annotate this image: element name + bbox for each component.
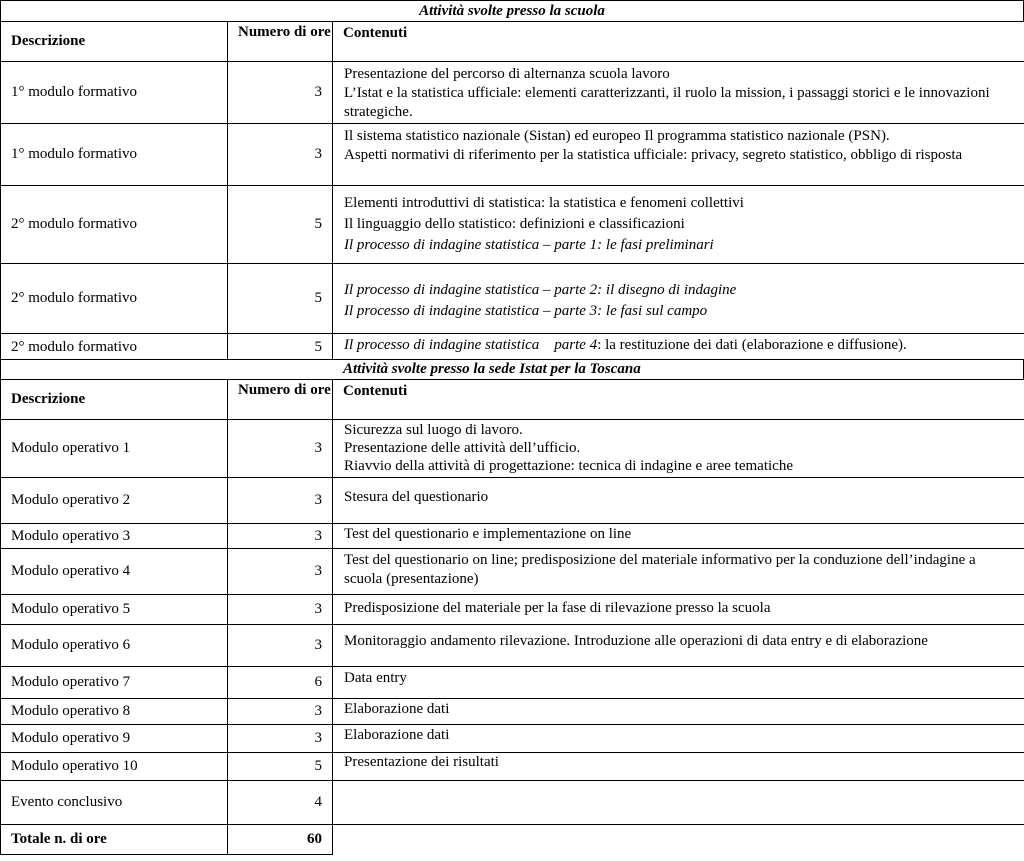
- row-description: 1° modulo formativo: [1, 62, 228, 124]
- table-row: [1, 667, 1024, 699]
- content-line: Elaborazione dati: [344, 727, 450, 743]
- table-row: [1, 334, 1024, 360]
- header-hours: Numero di ore: [228, 380, 333, 420]
- row-description: 2° modulo formativo: [1, 186, 228, 264]
- row-contents: [333, 124, 1024, 186]
- content-line: Presentazione delle attività dell’ufficio.: [344, 440, 581, 456]
- row-hours: 6: [228, 667, 333, 699]
- table-row: [1, 420, 1024, 478]
- content-line: Data entry: [344, 670, 407, 686]
- row-hours: 5: [228, 264, 333, 334]
- row-description: 1° modulo formativo: [1, 124, 228, 186]
- row-hours: 4: [228, 781, 333, 825]
- row-description: 2° modulo formativo: [1, 264, 228, 334]
- row-description: Modulo operativo 4: [1, 549, 228, 595]
- content-line: Predisposizione del materiale per la fase di rilevazione presso la scuola: [344, 600, 771, 616]
- row-contents: [333, 334, 1024, 360]
- row-contents: [333, 62, 1024, 124]
- content-line: Monitoraggio andamento rilevazione. Introduzione alle operazioni di data entry e di elaborazione: [344, 633, 928, 649]
- row-description: Modulo operativo 2: [1, 478, 228, 524]
- row-hours: 3: [228, 549, 333, 595]
- row-hours: 3: [228, 595, 333, 625]
- content-line: Test del questionario on line; predisposizione del materiale informativo per la conduzione dell’indagine a scuola (presentazione): [344, 552, 976, 587]
- row-hours: 3: [228, 625, 333, 667]
- row-contents: [333, 625, 1024, 667]
- row-hours: 3: [228, 478, 333, 524]
- table-header-row: [1, 22, 1024, 62]
- table-row: [1, 781, 1024, 825]
- school-activities-table: [0, 21, 1024, 360]
- row-description: Modulo operativo 8: [1, 699, 228, 725]
- table-header-row: [1, 380, 1024, 420]
- total-hours: 60: [228, 825, 333, 855]
- content-line: Presentazione del percorso di alternanza scuola lavoro: [344, 66, 670, 82]
- row-contents: [333, 186, 1024, 264]
- total-label: Totale n. di ore: [1, 825, 228, 855]
- row-hours: 3: [228, 725, 333, 753]
- row-contents: [333, 725, 1024, 753]
- row-description: 2° modulo formativo: [1, 334, 228, 360]
- row-description: Modulo operativo 10: [1, 753, 228, 781]
- row-description: Modulo operativo 1: [1, 420, 228, 478]
- row-hours: 5: [228, 186, 333, 264]
- section1-title: Attività svolte presso la scuola: [0, 0, 1024, 22]
- content-line: Sicurezza sul luogo di lavoro.: [344, 422, 523, 438]
- table-row: [1, 186, 1024, 264]
- content-line: Riavvio della attività di progettazione: tecnica di indagine e aree tematiche: [344, 458, 793, 474]
- content-line: Test del questionario e implementazione on line: [344, 526, 632, 542]
- content-line: Il processo di indagine statistica – parte 1: le fasi preliminari: [344, 237, 714, 253]
- table-row: [1, 549, 1024, 595]
- content-line: L’Istat e la statistica ufficiale: elementi caratterizzanti, il ruolo la mission, i passaggi storici e le innovazioni strategiche.: [344, 85, 990, 120]
- table-row: [1, 699, 1024, 725]
- row-contents: [333, 264, 1024, 334]
- header-description: Descrizione: [1, 380, 228, 420]
- row-description: Modulo operativo 6: [1, 625, 228, 667]
- content-line: Aspetti normativi di riferimento per la statistica ufficiale: privacy, segreto statistico, obbligo di risposta: [344, 147, 963, 163]
- row-hours: 5: [228, 753, 333, 781]
- row-hours: 5: [228, 334, 333, 360]
- content-line: Presentazione dei risultati: [344, 754, 499, 770]
- section2-title-bar: [0, 360, 1024, 380]
- table-row: [1, 524, 1024, 549]
- table-row: [1, 595, 1024, 625]
- header-contents: Contenuti: [333, 380, 1024, 420]
- header-contents: Contenuti: [333, 22, 1024, 62]
- row-description: Modulo operativo 7: [1, 667, 228, 699]
- table-row: [1, 753, 1024, 781]
- row-contents: [333, 478, 1024, 524]
- content-line: Il processo di indagine statistica – parte 2: il disegno di indagine: [344, 282, 737, 298]
- row-hours: 3: [228, 420, 333, 478]
- section2-title: Attività svolte presso la sede Istat per la Toscana: [343, 361, 641, 377]
- row-contents: [333, 753, 1024, 781]
- content-line: Il processo di indagine statistica – parte 3: le fasi sul campo: [344, 303, 708, 319]
- row-hours: 3: [228, 62, 333, 124]
- table-row: [1, 625, 1024, 667]
- row-description: Modulo operativo 5: [1, 595, 228, 625]
- row-description: Modulo operativo 3: [1, 524, 228, 549]
- row-contents: [333, 595, 1024, 625]
- row-hours: 3: [228, 699, 333, 725]
- content-italic-part: Il processo di indagine statistica parte 4: [344, 337, 598, 353]
- istat-activities-table: [0, 379, 1024, 855]
- table-row: [1, 62, 1024, 124]
- table-row: [1, 478, 1024, 524]
- row-contents: [333, 781, 1024, 825]
- table-row: [1, 725, 1024, 753]
- row-hours: 3: [228, 524, 333, 549]
- row-contents: [333, 549, 1024, 595]
- content-line: Il sistema statistico nazionale (Sistan) ed europeo Il programma statistico nazionale (PSN).: [344, 128, 890, 144]
- total-row: [1, 825, 1024, 855]
- row-contents: [333, 699, 1024, 725]
- content-line: Elementi introduttivi di statistica: la statistica e fenomeni collettivi: [344, 195, 744, 211]
- total-empty-cell: [333, 825, 1024, 855]
- header-description: Descrizione: [1, 22, 228, 62]
- content-line: Il linguaggio dello statistico: definizioni e classificazioni: [344, 216, 685, 232]
- content-line: Elaborazione dati: [344, 701, 450, 717]
- row-description: Modulo operativo 9: [1, 725, 228, 753]
- row-description: Evento conclusivo: [1, 781, 228, 825]
- row-contents: [333, 420, 1024, 478]
- table-row: [1, 124, 1024, 186]
- table-row: [1, 264, 1024, 334]
- header-hours: Numero di ore: [228, 22, 333, 62]
- content-normal-part: : la restituzione dei dati (elaborazione e diffusione).: [597, 337, 907, 353]
- content-line: Stesura del questionario: [344, 489, 489, 505]
- row-hours: 3: [228, 124, 333, 186]
- row-contents: [333, 524, 1024, 549]
- row-contents: [333, 667, 1024, 699]
